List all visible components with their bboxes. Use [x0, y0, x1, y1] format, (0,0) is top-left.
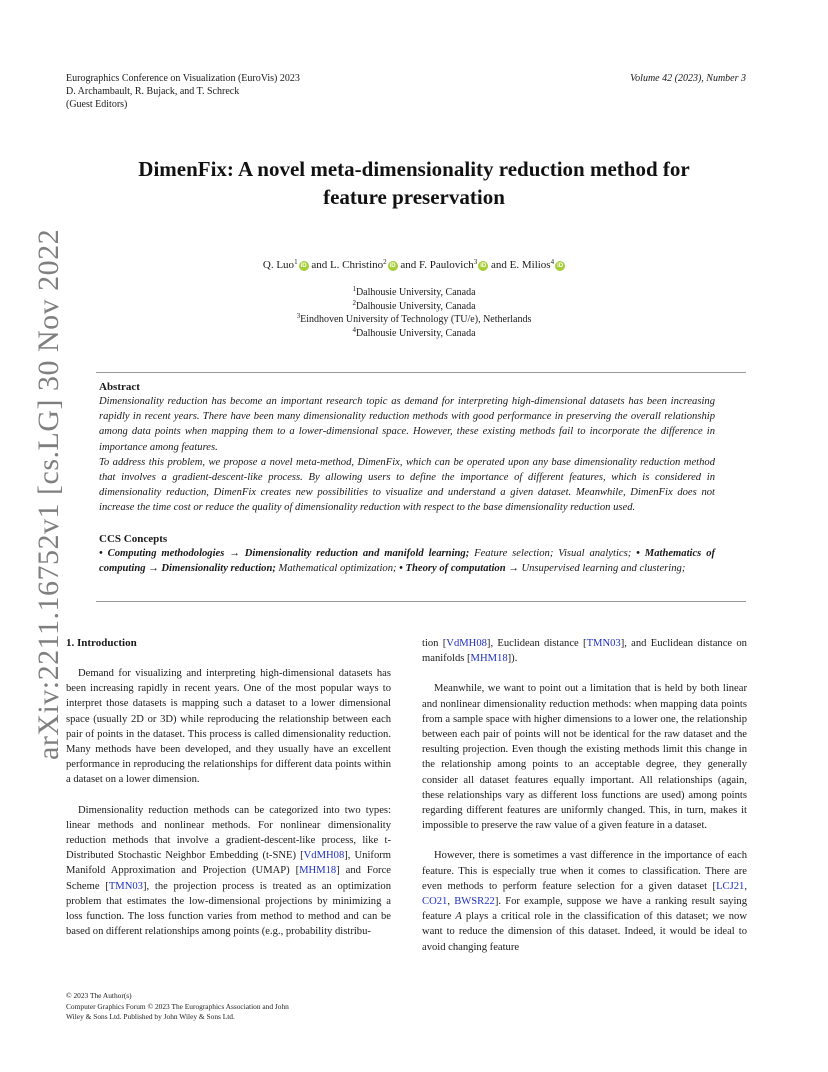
ccs-concepts-section	[99, 532, 715, 576]
text-run: ] and Force Scheme [	[66, 865, 391, 892]
ccs-bullet: •	[99, 548, 108, 559]
ccs-heading: CCS Concepts	[99, 533, 168, 545]
ccs-subconcepts: Unsupervised learning and clustering;	[518, 563, 686, 574]
author-separator: and	[397, 259, 420, 271]
orcid-icon[interactable]: iD	[300, 263, 307, 269]
text-run: ], Uniform Manifold Approximation and Projection (UMAP) [	[66, 850, 392, 877]
author-separator: and	[308, 259, 330, 271]
ccs-bullet: •	[396, 563, 406, 574]
text-run: ]. For example, suppose we have a ranking result saying feature	[422, 896, 747, 923]
abstract-heading: Abstract	[99, 381, 140, 393]
author-name: Q. Luo	[262, 259, 295, 271]
section-heading-introduction: 1. Introduction	[66, 637, 137, 649]
citation-link[interactable]: VdMH08	[446, 638, 487, 649]
affiliation-text: Dalhousie University, Canada	[355, 287, 476, 298]
affiliation-text: Dalhousie University, Canada	[355, 327, 476, 339]
ccs-concept: Theory of computation →	[405, 563, 519, 574]
affiliation-line	[60, 300, 768, 314]
citation-link[interactable]: BWSR22	[454, 896, 495, 908]
author-affiliation-mark: 4	[550, 258, 555, 266]
affiliation-text: Eindhoven University of Technology (TU/e), Netherlands	[300, 314, 532, 325]
affiliation-mark: 4	[352, 325, 356, 334]
footer-line: Wiley & Sons Ltd. Published by John Wiley & Sons Ltd.	[66, 1012, 235, 1021]
author-affiliation-mark: 3	[473, 258, 478, 266]
copyright-footer	[66, 991, 366, 1023]
header-line: (Guest Editors)	[66, 99, 128, 110]
affiliation-line	[60, 327, 768, 341]
citation-link[interactable]: LCJ21	[716, 880, 745, 892]
body-paragraph	[422, 636, 747, 666]
text-run: tion [	[422, 638, 447, 649]
body-paragraph	[422, 681, 747, 833]
author-list	[60, 258, 768, 272]
text-run: Meanwhile, we want to point out a limitation that is held by both linear and nonlinear dimensionality reduction methods: when mapping data points from a sample space with higher dimensions to a lower one, the relationship between each pair of points will not be identical for the raw dataset and the resulting projection. Even though the existing methods limit this change in the relationship among points to an acceptable degree, they generally consider all dataset features equally important. All relationships (again, these relationships vary as different loss functions are used) among points regarding different features are uniformly changed. This, in turn, makes it impossible to preserve the raw value of a given feature in a dataset.	[422, 683, 747, 832]
affiliation-line	[60, 313, 768, 327]
author-separator: and	[488, 259, 510, 271]
body-paragraph	[66, 666, 391, 788]
orcid-icon[interactable]: iD	[557, 263, 564, 269]
text-run: ], Euclidean distance [	[486, 638, 587, 649]
author-affiliation-mark: 2	[383, 258, 387, 266]
body-paragraph	[422, 848, 747, 954]
ccs-subconcepts: Mathematical optimization;	[275, 563, 397, 574]
text-run: plays a critical role in the classification of this dataset; we now want to reduce the dimension of this dataset. Indeed, it would be ideal to avoid changing feature	[422, 911, 747, 953]
citation-link[interactable]: MHM18	[470, 653, 508, 665]
citation-link[interactable]: VdMH08	[303, 850, 345, 862]
text-run: ], and Euclidean distance on manifolds [	[422, 638, 747, 665]
footer-line: © 2023 The Author(s)	[66, 991, 132, 1000]
affiliation-mark: 3	[296, 312, 301, 320]
author-name: E. Milios	[509, 259, 551, 271]
orcid-icon[interactable]: iD	[480, 263, 487, 269]
author-name: L. Christino	[329, 259, 384, 271]
author-name: F. Paulovich	[419, 259, 474, 271]
body-paragraph	[66, 803, 391, 940]
orcid-icon[interactable]: iD	[389, 263, 396, 269]
text-run: ], the projection process is treated as an optimization problem that estimates the low-dimensional projections by minimizing a loss function. The loss function varies from method to method and can be based on different relationships among points (e.g., probability distribu-	[66, 880, 391, 938]
ccs-concept: Mathematics of computing → Dimensionality reduction;	[99, 548, 716, 574]
affiliation-list	[60, 286, 768, 340]
header-line: D. Archambault, R. Bujack, and T. Schreck	[66, 86, 240, 97]
citation-link[interactable]: TMN03	[108, 880, 143, 892]
author-affiliation-mark: 1	[294, 258, 298, 266]
abstract-paragraph: Dimensionality reduction has become an important research topic as demand for interpreting high-dimensional datasets has been increasing rapidly in recent years. There have been many dimensionality reduction methods with good performance in preserving the overall relationship among data points when mapping them to a lower-dimensional space. However, these existing methods fail to incorporate the difference in importance among features.	[99, 396, 715, 453]
affiliation-mark: 1	[352, 285, 356, 293]
citation-link[interactable]: CO21	[422, 896, 448, 908]
footer-line: Computer Graphics Forum © 2023 The Eurographics Association and John	[66, 1001, 289, 1011]
ccs-bullet: •	[631, 548, 645, 559]
journal-header	[66, 72, 466, 111]
text-run: However, there is sometimes a vast difference in the importance of each feature. This is especially true when it comes to classification. There are even methods to perform feature selection for a given dataset [	[422, 850, 747, 892]
text-run: ,	[447, 896, 455, 908]
abstract-top-divider	[96, 372, 746, 373]
title-line: feature preservation	[323, 185, 505, 209]
arxiv-stamp[interactable]: arXiv:2211.16752v1 [cs.LG] 30 Nov 2022	[32, 228, 65, 760]
left-column	[66, 636, 391, 954]
ccs-subconcepts: Feature selection; Visual analytics;	[469, 548, 632, 559]
right-column	[422, 636, 747, 970]
abstract-section	[99, 380, 715, 516]
title-line: DimenFix: A novel meta-dimensionality reduction method for	[138, 157, 690, 181]
ccs-concepts-text	[99, 546, 715, 576]
header-line: Eurographics Conference on Visualization (EuroVis) 2023	[66, 73, 300, 84]
volume-info: Volume 42 (2023), Number 3	[630, 73, 746, 84]
ccs-concept: Computing methodologies → Dimensionality reduction and manifold learning;	[107, 548, 470, 559]
text-run: Dimensionality reduction methods can be categorized into two types: linear methods and nonlinear methods. For nonlinear dimensionality reduction methods that involve a gradient-descent-like process, like t-Distributed Stochastic Neighbor Embedding (t-SNE) [	[66, 804, 391, 862]
citation-link[interactable]: TMN03	[586, 638, 621, 649]
abstract-paragraph: To address this problem, we propose a novel meta-method, DimenFix, which can be operated upon any base dimensionality reduction method that involves a gradient-descent-like process. By allowing users to define the importance of different features, which is considered in dimensionality reduction, DimenFix creates new possibilities to visualize and understand a given dataset. Meanwhile, DimenFix does not increase the time cost or reduce the quality of dimensionality reduction with respect to the base dimensionality reduction used.	[99, 456, 715, 514]
text-run: ,	[744, 880, 747, 892]
text-run: ]).	[507, 653, 518, 665]
paper-title	[60, 155, 768, 211]
affiliation-text: Dalhousie University, Canada	[355, 300, 476, 312]
text-run: Demand for visualizing and interpreting high-dimensional datasets has been increasing rapidly in recent years. One of the most popular ways to interpret those datasets is mapping such a dataset to a lower dimensional space (usually 2D or 3D) while reproducing the relationship between each pair of points in the dataset. This process is called dimensionality reduction. Many methods have been developed, and they usually have an excellent performance in reproducing the relationships for different data points within a dataset on a lower dimension.	[66, 668, 391, 786]
abstract-bottom-divider	[96, 601, 746, 602]
affiliation-mark: 2	[352, 298, 356, 307]
citation-link[interactable]: MHM18	[299, 865, 337, 877]
emphasis: A	[455, 911, 462, 923]
affiliation-line	[60, 286, 768, 300]
